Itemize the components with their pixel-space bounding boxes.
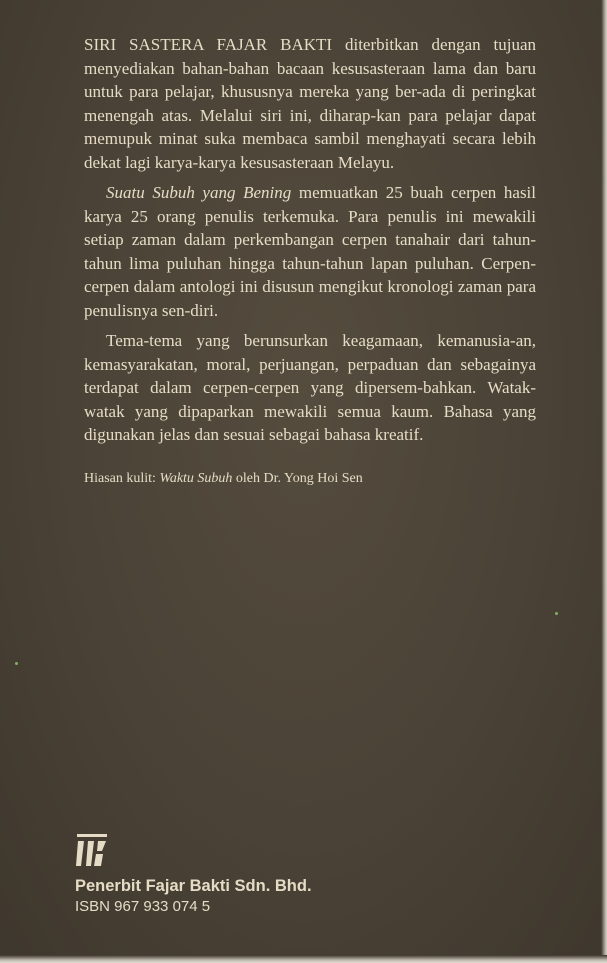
cover-right-edge: [601, 0, 607, 963]
cover-art-credit: [84, 470, 363, 488]
back-cover-blurb: [84, 33, 536, 454]
blurb-paragraph-2: [84, 181, 536, 322]
publisher-name: Penerbit Fajar Bakti Sdn. Bhd.: [75, 877, 312, 895]
credit-work-title: Waktu Subuh: [159, 471, 233, 486]
blurb-paragraph-3-text: Tema-tema yang berunsurkan keagamaan, kemanusia-an, kemasyarakatan, moral, perjuangan, perpaduan dan sebagainya terdapat dalam cerpen-cerpen yang dipersem-bahkan. Watak-watak yang dipaparkan mewakili semua kaum. Bahasa yang digunakan jelas dan sesuai sebagai bahasa kreatif.: [84, 331, 536, 444]
book-title: Suatu Subuh yang Bening: [106, 183, 292, 202]
isbn: ISBN 967 933 074 5: [75, 898, 211, 915]
blurb-paragraph-1-text: diterbitkan dengan tujuan menyediakan bahan-bahan bacaan kesusasteraan lama dan baru untuk para pelajar, khususnya mereka yang ber-ada di peringkat menengah atas. Melalui siri ini, diharap-kan para pelajar dapat memupuk minat suka membaca sambil menghayati secara lebih dekat lagi karya-karya kesusasteraan Melayu.: [84, 35, 537, 172]
series-name: SIRI SASTERA FAJAR BAKTI: [84, 35, 333, 54]
credit-label: Hiasan kulit:: [84, 471, 156, 486]
blurb-paragraph-2-text: memuatkan 25 buah cerpen hasil karya 25 orang penulis terkemuka. Para penulis ini mewakili setiap zaman dalam perkembangan cerpen tanahair dari tahun-tahun lima puluhan hingga tahun-tahun lapan puluhan. Cerpen-cerpen dalam antologi ini disusun mengikut kronologi zaman para penulisnya sen-diri.: [84, 183, 537, 320]
speck-decoration: [555, 612, 558, 615]
speck-decoration: [15, 662, 18, 665]
blurb-paragraph-1: [84, 33, 536, 174]
blurb-paragraph-3: [84, 329, 536, 447]
credit-artist: oleh Dr. Yong Hoi Sen: [235, 471, 363, 486]
fajar-bakti-logo-icon: [75, 832, 109, 868]
cover-bottom-edge: [0, 955, 607, 963]
